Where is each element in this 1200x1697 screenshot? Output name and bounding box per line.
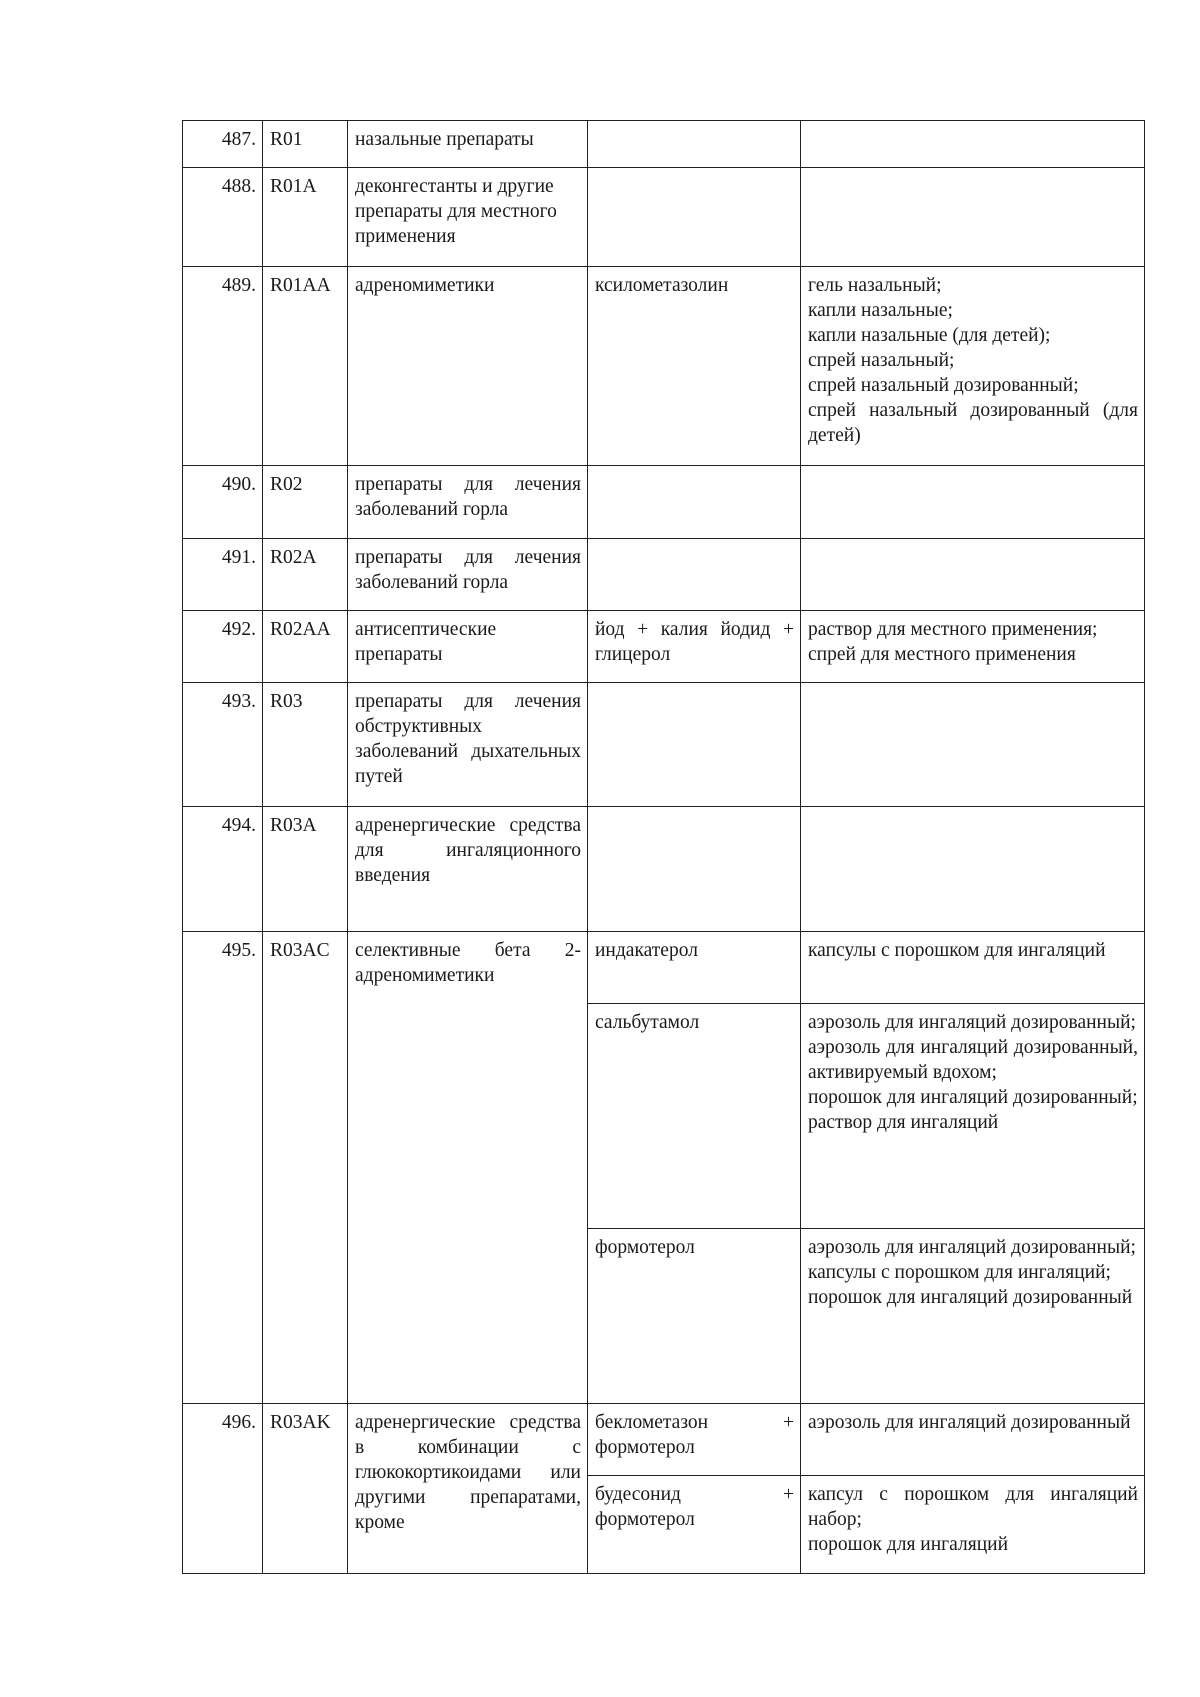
dosage-forms — [801, 1229, 1145, 1404]
dosage-form: раствор для местного применения; — [808, 619, 1098, 640]
row-number: 492. — [183, 611, 263, 683]
group-name: антисептические препараты — [348, 611, 588, 683]
table-row — [183, 539, 1145, 611]
dosage-form: аэрозоль для ингаляций дозированный — [808, 1412, 1131, 1433]
atc-code: R03AK — [263, 1404, 348, 1574]
atc-code: R02A — [263, 539, 348, 611]
atc-code: R02 — [263, 466, 348, 539]
drug-name: беклометазон + формотерол — [588, 1404, 801, 1476]
row-number: 489. — [183, 267, 263, 466]
group-name: селективные бета 2-адреномиметики — [348, 932, 588, 1404]
atc-code: R01 — [263, 121, 348, 168]
row-number: 490. — [183, 466, 263, 539]
row-number: 496. — [183, 1404, 263, 1574]
table-row — [183, 683, 1145, 807]
dosage-forms — [801, 611, 1145, 683]
dosage-form: спрей для местного применения — [808, 644, 1076, 665]
dosage-forms — [801, 539, 1145, 611]
dosage-form: порошок для ингаляций дозированный — [808, 1287, 1133, 1308]
table-row — [183, 932, 1145, 1004]
dosage-form: капсулы с порошком для ингаляций; — [808, 1262, 1111, 1283]
dosage-forms — [801, 932, 1145, 1004]
drug-name — [588, 539, 801, 611]
table-row — [183, 1404, 1145, 1476]
dosage-form: порошок для ингаляций дозированный; — [808, 1087, 1138, 1108]
group-name: препараты для лечения заболеваний горла — [348, 466, 588, 539]
dosage-form: спрей назальный дозированный (для детей) — [808, 400, 1138, 446]
drug-name — [588, 121, 801, 168]
drug-name: индакатерол — [588, 932, 801, 1004]
dosage-forms — [801, 1476, 1145, 1574]
dosage-form: капли назальные (для детей); — [808, 325, 1051, 346]
drug-name: йод + калия йодид + глицерол — [588, 611, 801, 683]
group-name: назальные препараты — [348, 121, 588, 168]
dosage-form: спрей назальный; — [808, 350, 955, 371]
table-row — [183, 807, 1145, 932]
group-name: адренергические средства для ингаляционного введения — [348, 807, 588, 932]
dosage-forms — [801, 1404, 1145, 1476]
row-number: 494. — [183, 807, 263, 932]
dosage-form: гель назальный; — [808, 275, 942, 296]
drug-name: сальбутамол — [588, 1004, 801, 1229]
dosage-forms — [801, 807, 1145, 932]
drug-name: формотерол — [588, 1229, 801, 1404]
dosage-form: спрей назальный дозированный; — [808, 375, 1079, 396]
dosage-form: капсул с порошком для ингаляций набор; — [808, 1484, 1138, 1530]
dosage-forms — [801, 121, 1145, 168]
dosage-form: раствор для ингаляций — [808, 1112, 999, 1133]
drug-name — [588, 168, 801, 267]
atc-code: R03 — [263, 683, 348, 807]
dosage-forms — [801, 168, 1145, 267]
atc-code: R03AC — [263, 932, 348, 1404]
drug-name — [588, 683, 801, 807]
dosage-form: аэрозоль для ингаляций дозированный, активируемый вдохом; — [808, 1037, 1138, 1083]
drug-name: ксилометазолин — [588, 267, 801, 466]
row-number: 493. — [183, 683, 263, 807]
dosage-forms — [801, 466, 1145, 539]
drug-name: будесонид + формотерол — [588, 1476, 801, 1574]
dosage-form: порошок для ингаляций — [808, 1534, 1008, 1555]
row-number: 487. — [183, 121, 263, 168]
drug-name — [588, 807, 801, 932]
medication-table — [182, 120, 1145, 1574]
row-number: 488. — [183, 168, 263, 267]
dosage-forms — [801, 683, 1145, 807]
dosage-form: аэрозоль для ингаляций дозированный; — [808, 1237, 1136, 1258]
table-row — [183, 466, 1145, 539]
dosage-form: аэрозоль для ингаляций дозированный; — [808, 1012, 1136, 1033]
group-name: деконгестанты и другие препараты для местного применения — [348, 168, 588, 267]
atc-code: R01A — [263, 168, 348, 267]
table-row — [183, 611, 1145, 683]
dosage-forms — [801, 267, 1145, 466]
table-row — [183, 168, 1145, 267]
atc-code: R02AA — [263, 611, 348, 683]
atc-code: R01AA — [263, 267, 348, 466]
dosage-form: капли назальные; — [808, 300, 953, 321]
group-name: препараты для лечения обструктивных заболеваний дыхательных путей — [348, 683, 588, 807]
group-name: препараты для лечения заболеваний горла — [348, 539, 588, 611]
drug-name — [588, 466, 801, 539]
row-number: 495. — [183, 932, 263, 1404]
dosage-form: капсулы с порошком для ингаляций — [808, 940, 1106, 961]
group-name: адреномиметики — [348, 267, 588, 466]
dosage-forms — [801, 1004, 1145, 1229]
table-row — [183, 267, 1145, 466]
atc-code: R03A — [263, 807, 348, 932]
table-row — [183, 121, 1145, 168]
row-number: 491. — [183, 539, 263, 611]
group-name: адренергические средства в комбинации с глюкокортикоидами или другими препаратами, кроме — [348, 1404, 588, 1574]
